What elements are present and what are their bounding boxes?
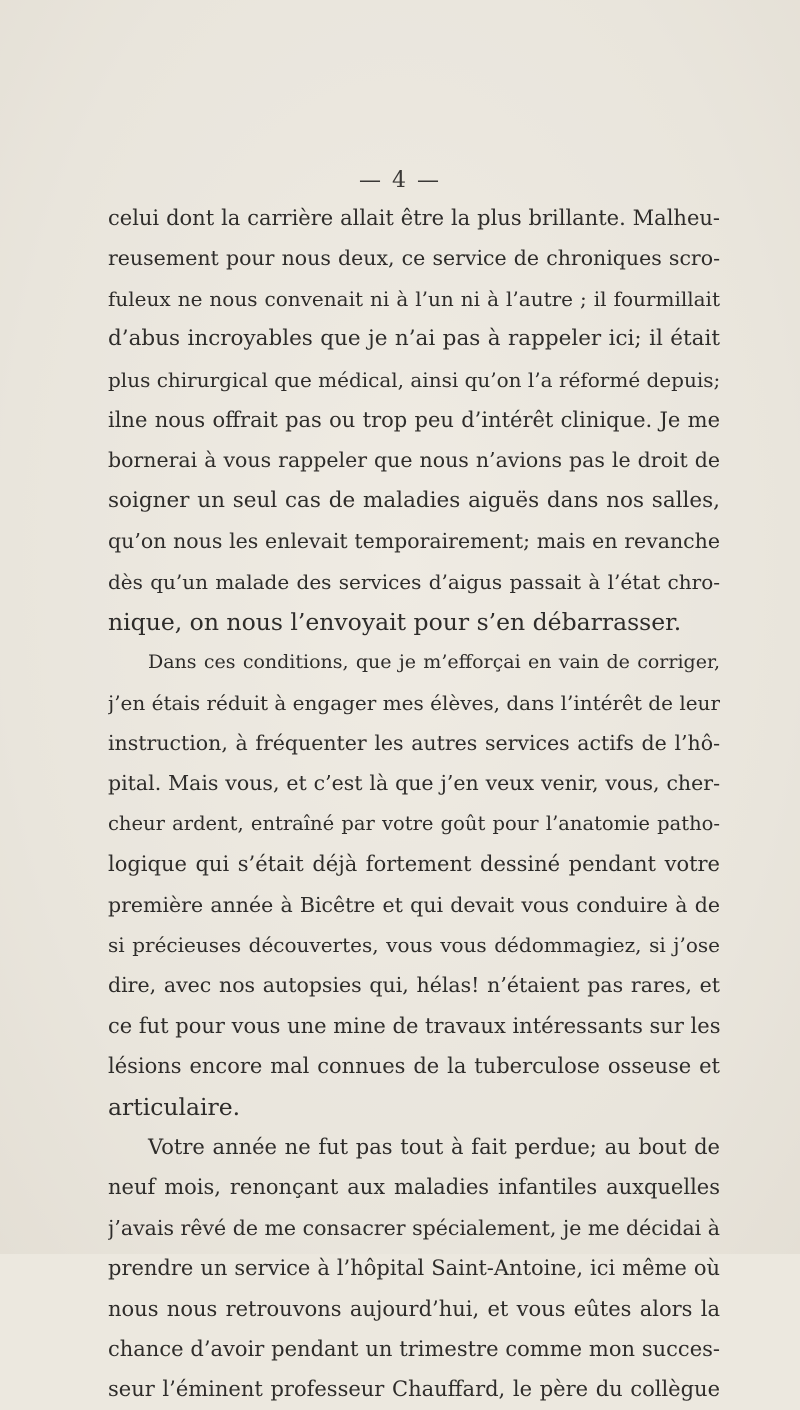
- text-line: reusement pour nous deux, ce service de chroniques scro-: [108, 246, 720, 271]
- text-line: seur l’éminent professeur Chauffard, le père du collègue: [108, 1377, 720, 1402]
- page-number: — 4 —: [359, 168, 441, 193]
- text-line: instruction, à fréquenter les autres services actifs de l’hô-: [108, 731, 720, 756]
- text-line: qu’on nous les enlevait temporairement; mais en revanche: [108, 529, 720, 554]
- text-line: bornerai à vous rappeler que nous n’avions pas le droit de: [108, 448, 720, 473]
- text-line: ilne nous offrait pas ou trop peu d’intérêt clinique. Je me: [108, 407, 720, 432]
- text-line: dès qu’un malade des services d’aigus passait à l’état chro-: [108, 569, 720, 594]
- text-line: chance d’avoir pendant un trimestre comme mon succes-: [108, 1336, 720, 1361]
- text-line: soigner un seul cas de maladies aiguës dans nos salles,: [108, 487, 720, 513]
- text-line: fuleux ne nous convenait ni à l’un ni à l’autre ; il fourmillait: [108, 286, 720, 311]
- text-line: celui dont la carrière allait être la plus brillante. Malheu-: [108, 206, 720, 230]
- text-line: prendre un service à l’hôpital Saint-Antoine, ici même où: [108, 1256, 720, 1281]
- text-line: neuf mois, renonçant aux maladies infantiles auxquelles: [108, 1175, 720, 1200]
- body-text: [108, 198, 720, 1410]
- text-line: première année à Bicêtre et qui devait vous conduire à de: [108, 892, 720, 917]
- text-line: nique, on nous l’envoyait pour s’en débarrasser.: [108, 607, 682, 636]
- text-line: j’en étais réduit à engager mes élèves, dans l’intérêt de leur: [108, 690, 720, 715]
- text-line: lésions encore mal connues de la tuberculose osseuse et: [108, 1054, 720, 1079]
- text-line: ce fut pour vous une mine de travaux intéressants sur les: [108, 1013, 720, 1038]
- text-line: pital. Mais vous, et c’est là que j’en veux venir, vous, cher-: [108, 771, 720, 796]
- text-line: si précieuses découvertes, vous vous dédommagiez, si j’ose: [108, 933, 720, 958]
- text-line: dire, avec nos autopsies qui, hélas! n’étaient pas rares, et: [108, 973, 720, 998]
- text-line: j’avais rêvé de me consacrer spécialement, je me décidai à: [108, 1215, 720, 1240]
- text-line: Votre année ne fut pas tout à fait perdue; au bout de: [148, 1134, 720, 1159]
- text-line: cheur ardent, entraîné par votre goût pour l’anatomie patho-: [108, 811, 720, 835]
- text-line: articulaire.: [108, 1092, 241, 1121]
- text-line: Dans ces conditions, que je m’efforçai en vain de corriger,: [148, 651, 720, 674]
- text-line: logique qui s’était déjà fortement dessiné pendant votre: [108, 852, 720, 877]
- text-line: nous nous retrouvons aujourd’hui, et vous eûtes alors la: [108, 1296, 720, 1321]
- text-line: plus chirurgical que médical, ainsi qu’on l’a réformé depuis;: [108, 367, 720, 392]
- text-line: d’abus incroyables que je n’ai pas à rappeler ici; il était: [108, 326, 720, 352]
